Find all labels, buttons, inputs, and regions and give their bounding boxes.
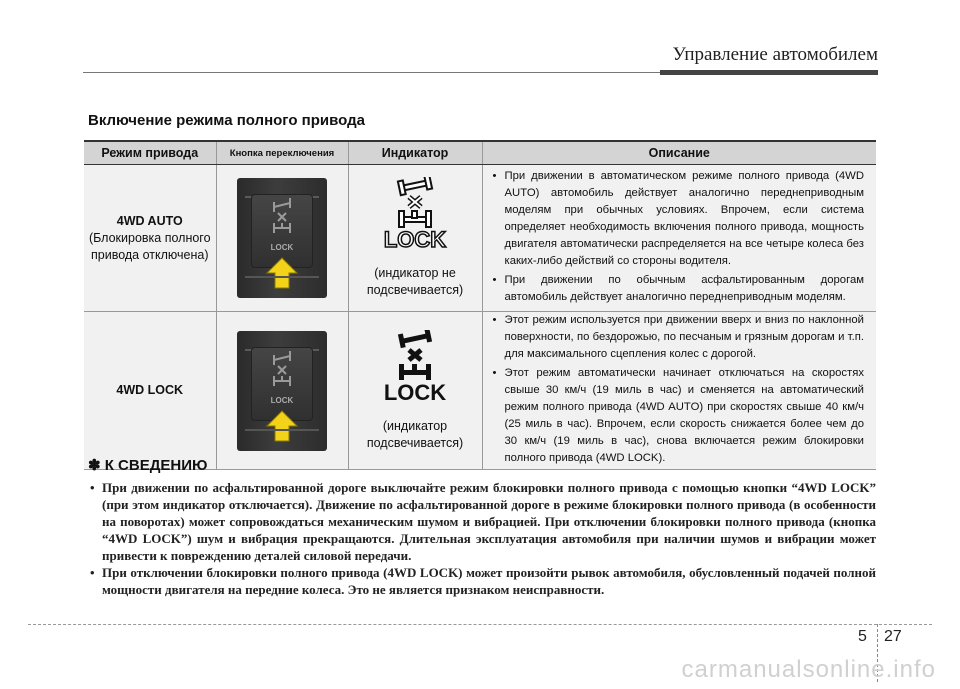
up-arrow-icon xyxy=(265,256,299,290)
col-header-indicator: Индикатор xyxy=(348,141,482,165)
section-title: Включение режима полного привода xyxy=(88,112,365,129)
4wd-lock-switch-photo xyxy=(237,178,327,298)
indicator-lock-label: LOCK xyxy=(383,379,447,405)
col-header-mode: Режим привода xyxy=(84,141,216,165)
page-number: 27 xyxy=(884,628,902,645)
mode-name: 4WD AUTO xyxy=(116,213,183,228)
footer-rule xyxy=(28,624,932,625)
mode-cell xyxy=(84,165,216,312)
4wd-lock-indicator-icon-on xyxy=(387,330,443,382)
indicator-cell xyxy=(348,312,482,470)
mode-name: 4WD LOCK xyxy=(116,383,184,397)
mode-note: (Блокировка полного привода отключена) xyxy=(88,230,211,262)
awd-lock-icon xyxy=(252,348,312,394)
up-arrow-icon xyxy=(265,409,299,443)
indicator-caption: (индикатор подсвечивается) xyxy=(366,418,464,450)
indicator-lock-label: LOCK xyxy=(383,227,447,252)
description-item: • Этот режим автоматически начинает отключаться на скоростях свыше 30 км/ч (19 миль в час) и сменяется на автоматический режим полного привода (4WD AUTO) при скоростях свыше 40 км/ч (25 миль в час). Впрочем, если скорость снижается более чем до 30 км/ч (19 миль в час), снова включается режим блокировки полного привода (4WD LOCK). xyxy=(491,365,865,467)
switch-cell xyxy=(216,165,348,312)
note-item: • При отключении блокировки полного привода (4WD LOCK) может произойти рывок автомобиля, обусловленный подачей полной мощности двигателя на передние колеса. Это не является признаком неисправности. xyxy=(88,564,876,598)
indicator-cell xyxy=(348,165,482,312)
description-item: • При движении в автоматическом режиме полного привода (4WD AUTO) автомобиль действует аналогично переднеприводным моделям при обычных условиях. Впрочем, если система определяет необходимость включения полного привода, мощность двигателя автоматически распределяется на все четыре колеса без каких-либо действий со стороны водителя. xyxy=(491,168,865,270)
indicator-caption: (индикатор не подсвечивается) xyxy=(366,266,464,297)
mode-cell xyxy=(84,312,216,470)
4wd-lock-indicator-icon-off xyxy=(387,177,443,229)
description-item: • Этот режим используется при движении вверх и вниз по наклонной поверхности, по бездорожью, по песчаным и грязным дорогам и т.п. для максимального сцепления колес с дорогой. xyxy=(491,312,865,363)
section-number: 5 xyxy=(858,628,867,645)
header-bar xyxy=(660,70,878,75)
note-list xyxy=(88,479,876,598)
description-cell xyxy=(482,165,876,312)
switch-lock-label: LOCK xyxy=(270,243,294,252)
table-row xyxy=(84,165,876,312)
4wd-lock-switch-photo xyxy=(237,331,327,451)
description-item: • При движении по обычным асфальтированным дорогам автомобиль действует аналогично переднеприводным моделям. xyxy=(491,272,865,306)
description-cell xyxy=(482,312,876,470)
col-header-switch: Кнопка переключения xyxy=(216,141,348,165)
watermark: carmanualsonline.info xyxy=(681,656,936,683)
drive-mode-table xyxy=(84,140,876,470)
switch-lock-label: LOCK xyxy=(270,395,294,405)
note-item: • При движении по асфальтированной дороге выключайте режим блокировки полного привода с помощью кнопки “4WD LOCK” (при этом индикатор отключается). Движение по асфальтированной дороге в режиме блокировки полного привода (в особенности на поворотах) может сопровождаться механическим шумом и вибрацией. При отключении блокировки полного привода (кнопка “4WD LOCK”) шум и вибрация прекращаются. Длительная эксплуатация автомобиля при наличии шумов и вибрации может привести к повреждению деталей силовой передачи. xyxy=(88,479,876,564)
table-row xyxy=(84,312,876,470)
chapter-title: Управление автомобилем xyxy=(672,44,878,65)
awd-lock-icon xyxy=(252,195,312,241)
col-header-description: Описание xyxy=(482,141,876,165)
switch-cell xyxy=(216,312,348,470)
note-title: ✽ К СВЕДЕНИЮ xyxy=(88,457,208,474)
